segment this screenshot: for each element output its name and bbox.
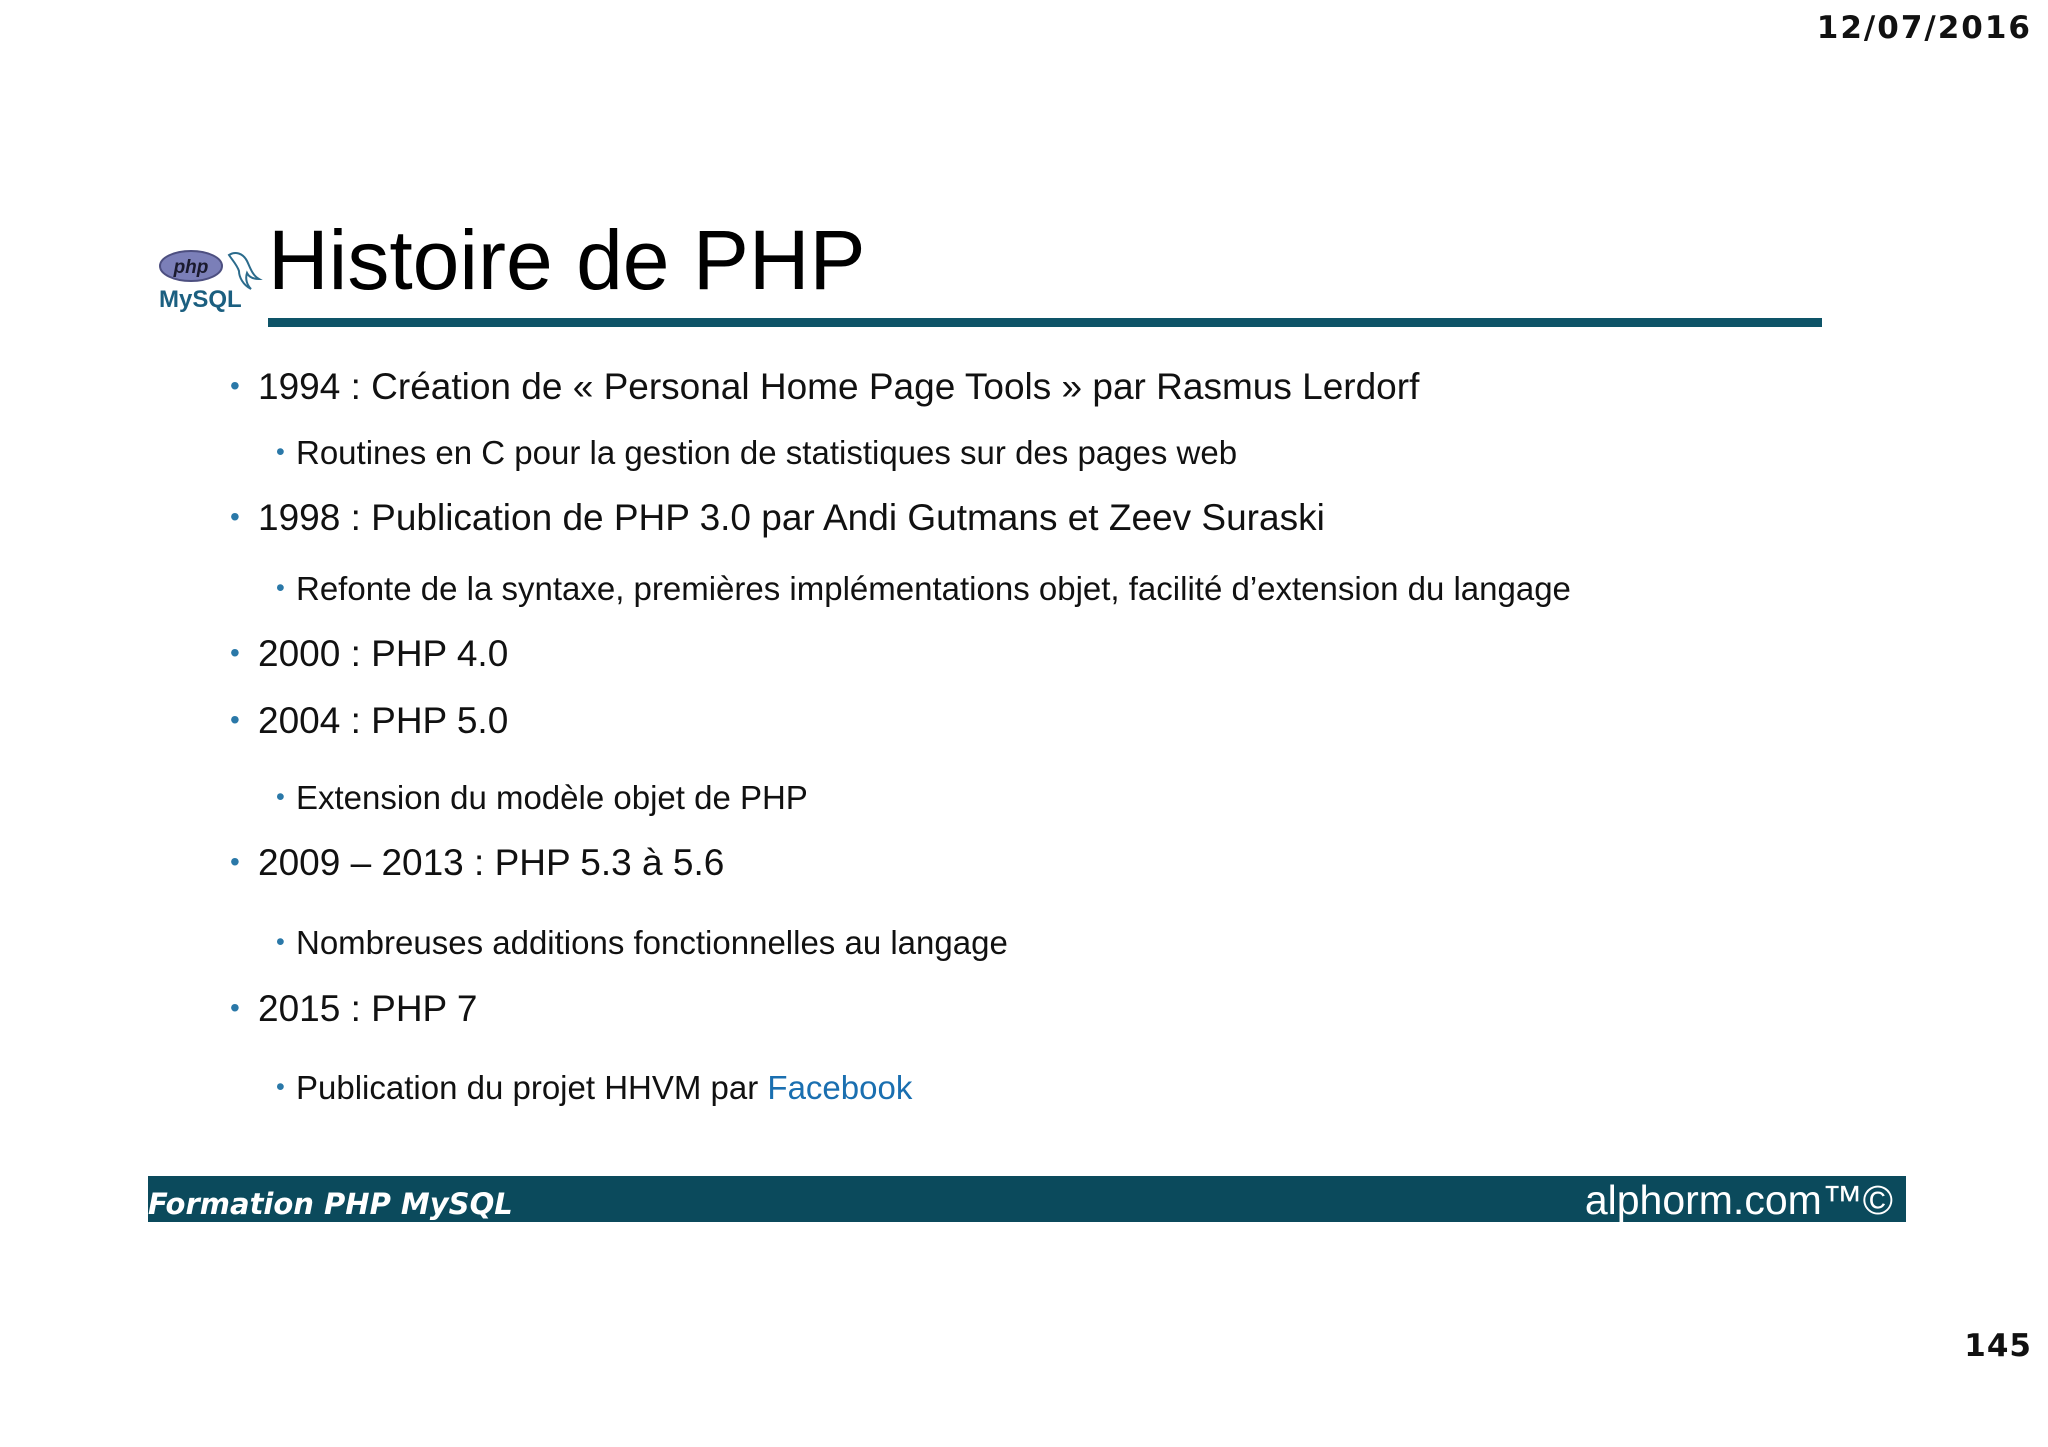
facebook-link[interactable]: Facebook <box>767 1069 913 1106</box>
bullet-2000: • 2000 : PHP 4.0 <box>230 633 509 674</box>
svg-text:MySQL: MySQL <box>159 286 242 313</box>
sub-bullet-1998: • Refonte de la syntaxe, premières implémentations objet, facilité d’extension du langage <box>276 570 1571 607</box>
svg-text:php: php <box>173 257 209 278</box>
bullet-2004: • 2004 : PHP 5.0 <box>230 700 509 741</box>
bullet-1994: • 1994 : Création de « Personal Home Page Tools » par Rasmus Lerdorf <box>230 366 1420 407</box>
slide-date: 12/07/2016 <box>1816 10 2032 46</box>
sub-bullet-2015: • Publication du projet HHVM par Facebook <box>276 1069 913 1106</box>
slide-title: Histoire de PHP <box>268 213 866 307</box>
bullet-dot-icon: • <box>276 928 285 956</box>
footer-course-title: Formation PHP MySQL <box>148 1187 513 1221</box>
page-number: 145 <box>1964 1328 2032 1364</box>
bullet-dot-icon: • <box>276 1073 285 1101</box>
bullet-2015: • 2015 : PHP 7 <box>230 988 478 1029</box>
bullet-dot-icon: • <box>230 704 240 735</box>
bullet-dot-icon: • <box>230 992 240 1023</box>
php-mysql-logo-icon <box>155 245 270 315</box>
sub-bullet-2009-2013: • Nombreuses additions fonctionnelles au langage <box>276 924 1008 961</box>
bullet-dot-icon: • <box>230 370 240 401</box>
title-underline <box>268 318 1822 327</box>
sub-bullet-1994: • Routines en C pour la gestion de statistiques sur des pages web <box>276 434 1238 471</box>
bullet-dot-icon: • <box>230 846 240 877</box>
footer-brand: alphorm.com™© <box>1584 1177 1893 1223</box>
bullet-dot-icon: • <box>276 783 285 811</box>
bullet-dot-icon: • <box>276 438 285 466</box>
bullet-1998: • 1998 : Publication de PHP 3.0 par Andi Gutmans et Zeev Suraski <box>230 497 1325 538</box>
bullet-dot-icon: • <box>276 574 285 602</box>
bullet-dot-icon: • <box>230 501 240 532</box>
sub-bullet-2004: • Extension du modèle objet de PHP <box>276 779 808 816</box>
bullet-2009-2013: • 2009 – 2013 : PHP 5.3 à 5.6 <box>230 842 725 883</box>
bullet-dot-icon: • <box>230 637 240 668</box>
